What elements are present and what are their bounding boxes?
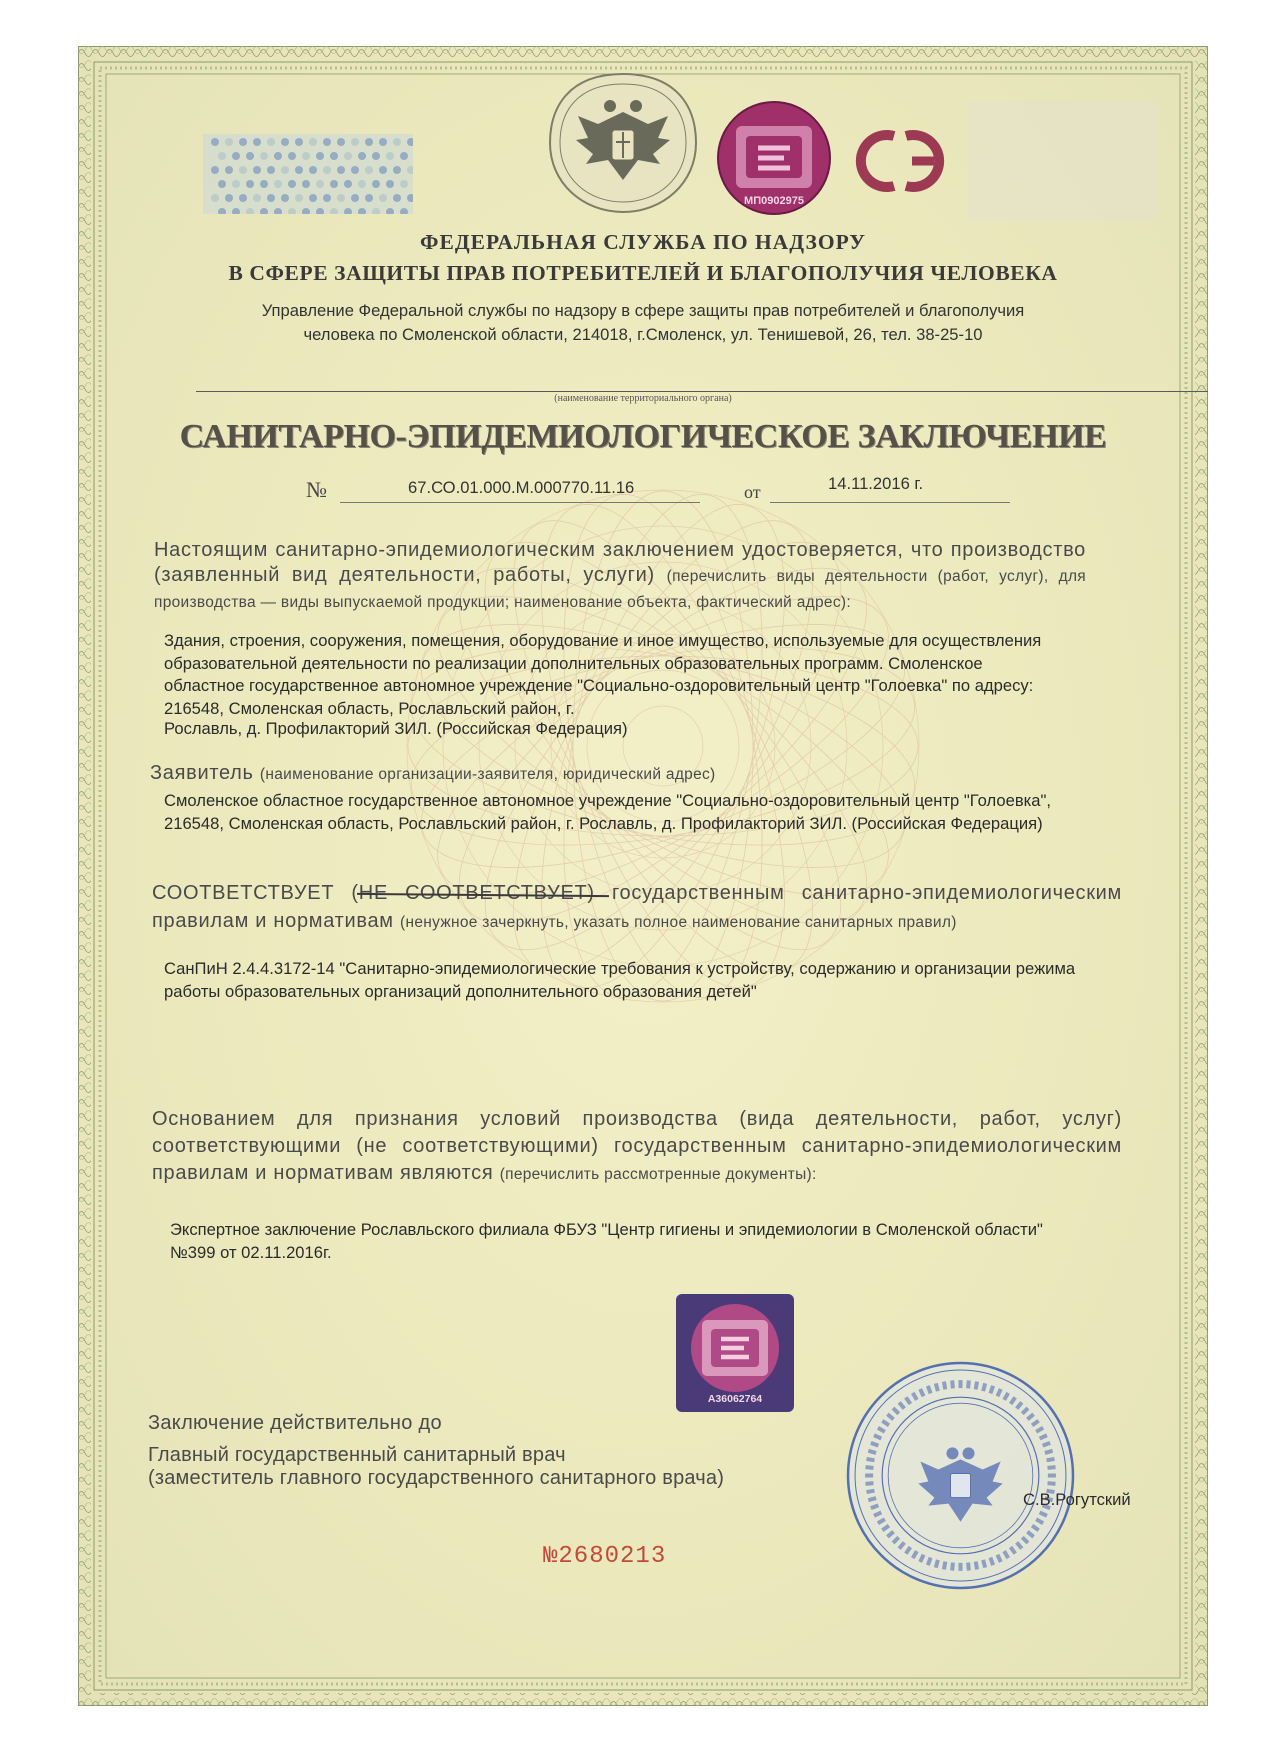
header-line-1: ФЕДЕРАЛЬНАЯ СЛУЖБА ПО НАДЗОРУ <box>420 230 866 254</box>
territorial-body-line-2: человека по Смоленской области, 214018, г.Смоленск, ул. Тенишевой, 26, тел. 38-25-10 <box>303 325 983 344</box>
deputy-chief-doctor-title: (заместитель главного государственного санитарного врача) <box>148 1467 725 1489</box>
compliance-statement <box>152 879 1122 937</box>
hologram-bottom-code: А36062764 <box>707 1393 763 1405</box>
ce-mark-icon <box>846 126 958 196</box>
applicant-hint: (наименование организации-заявителя, юридический адрес) <box>259 766 716 783</box>
territorial-body-line-1: Управление Федеральной службы по надзору в сфере защиты прав потребителей и благополучия <box>261 301 1025 320</box>
valid-until-label: Заключение действительно до <box>148 1412 442 1434</box>
document-date: 14.11.2016 г. <box>828 474 924 493</box>
struck-out-option: НЕ СООТВЕТСТВУЕТ) <box>358 882 595 904</box>
document-number: 67.СО.01.000.М.000770.11.16 <box>408 478 635 497</box>
form-serial-number: №2680213 <box>543 1543 667 1570</box>
signer-name: С.В.Рогутский <box>1023 1490 1131 1509</box>
applicant-label: Заявитель <box>150 762 254 784</box>
sanitary-rules: СанПиН 2.4.4.3172-14 "Санитарно-эпидемиологические требования к устройству, содержанию и организации режима работы образовательных организаций дополнительного образования детей" <box>164 959 1076 1001</box>
official-seal <box>843 1358 1078 1593</box>
territorial-body-caption: (наименование территориального органа) <box>554 393 732 404</box>
applicant-heading <box>150 762 716 785</box>
hologram-top-code: МП0902975 <box>744 195 804 207</box>
applicant-details: Смоленское областное государственное автономное учреждение "Социально-оздоровительный центр "Голоевка", 216548, Смоленская область, Рославльский район, г. Рославль, д. Профилакторий ЗИЛ. (Российская Федерация) <box>164 791 1052 833</box>
number-underline <box>340 502 700 503</box>
activity-description: Здания, строения, сооружения, помещения, оборудование и иное имущество, используемые для осуществления образовательной деятельности по реализации дополнительных образовательных программ. Смоленское областное государственное автономное учреждение "Социально-оздоровительный центр "Голоевка" по адресу: 216548, Смоленская область, Рославльский район, г. <box>164 631 1042 718</box>
basis-hint: (перечислить рассмотренные документы): <box>499 1166 817 1183</box>
compliance-hint: (ненужное зачеркнуть, указать полное наименование санитарных правил) <box>400 914 957 931</box>
activity-intro-text: Настоящим санитарно-эпидемиологическим заключением удостоверяется, что производство (заявленный вид деятельности, работы, услуги) <box>154 539 1086 586</box>
hologram-sticker-top <box>714 98 834 218</box>
basis-documents: Экспертное заключение Рославльского филиала ФБУЗ "Центр гигиены и эпидемиологии в Смоленской области" №399 от 02.11.2016г. <box>170 1220 1043 1262</box>
hologram-strip-left <box>203 134 413 214</box>
date-underline <box>770 502 1010 503</box>
certificate-sheet <box>78 46 1208 1706</box>
basis-statement <box>152 1106 1122 1188</box>
header-line-2: В СФЕРЕ ЗАЩИТЫ ПРАВ ПОТРЕБИТЕЛЕЙ И БЛАГОПОЛУЧИЯ ЧЕЛОВЕКА <box>228 261 1058 285</box>
activity-address: Рославль, д. Профилакторий ЗИЛ. (Российская Федерация) <box>164 719 628 738</box>
compliance-text-b: государственным санитарно-эпидемиологическим правилам и нормативам <box>152 882 1122 932</box>
territorial-body <box>118 299 1168 347</box>
compliance-text-a: СООТВЕТСТВУЕТ ( <box>152 882 359 904</box>
document-title: САНИТАРНО-ЭПИДЕМИОЛОГИЧЕСКОЕ ЗАКЛЮЧЕНИЕ <box>179 418 1107 455</box>
date-prefix: от <box>744 482 761 502</box>
chief-doctor-title: Главный государственный санитарный врач <box>148 1444 566 1466</box>
territorial-body-rule <box>196 391 1208 392</box>
activity-intro-hint: (перечислить виды деятельности (работ, услуг), для производства — виды выпускаемой продукции; наименование объекта, фактический адрес): <box>154 568 1086 611</box>
section-activity-intro <box>154 538 1086 615</box>
hologram-faint-right <box>968 101 1158 221</box>
emblem-icon <box>538 68 708 218</box>
hologram-sticker-bottom <box>676 1294 794 1412</box>
number-sign: № <box>306 477 327 502</box>
basis-text: Основанием для признания условий производства (вида деятельности, работ, услуг) соответствующими (не соответствующими) государственным санитарно-эпидемиологическим правилам и нормативам являются <box>152 1108 1122 1184</box>
